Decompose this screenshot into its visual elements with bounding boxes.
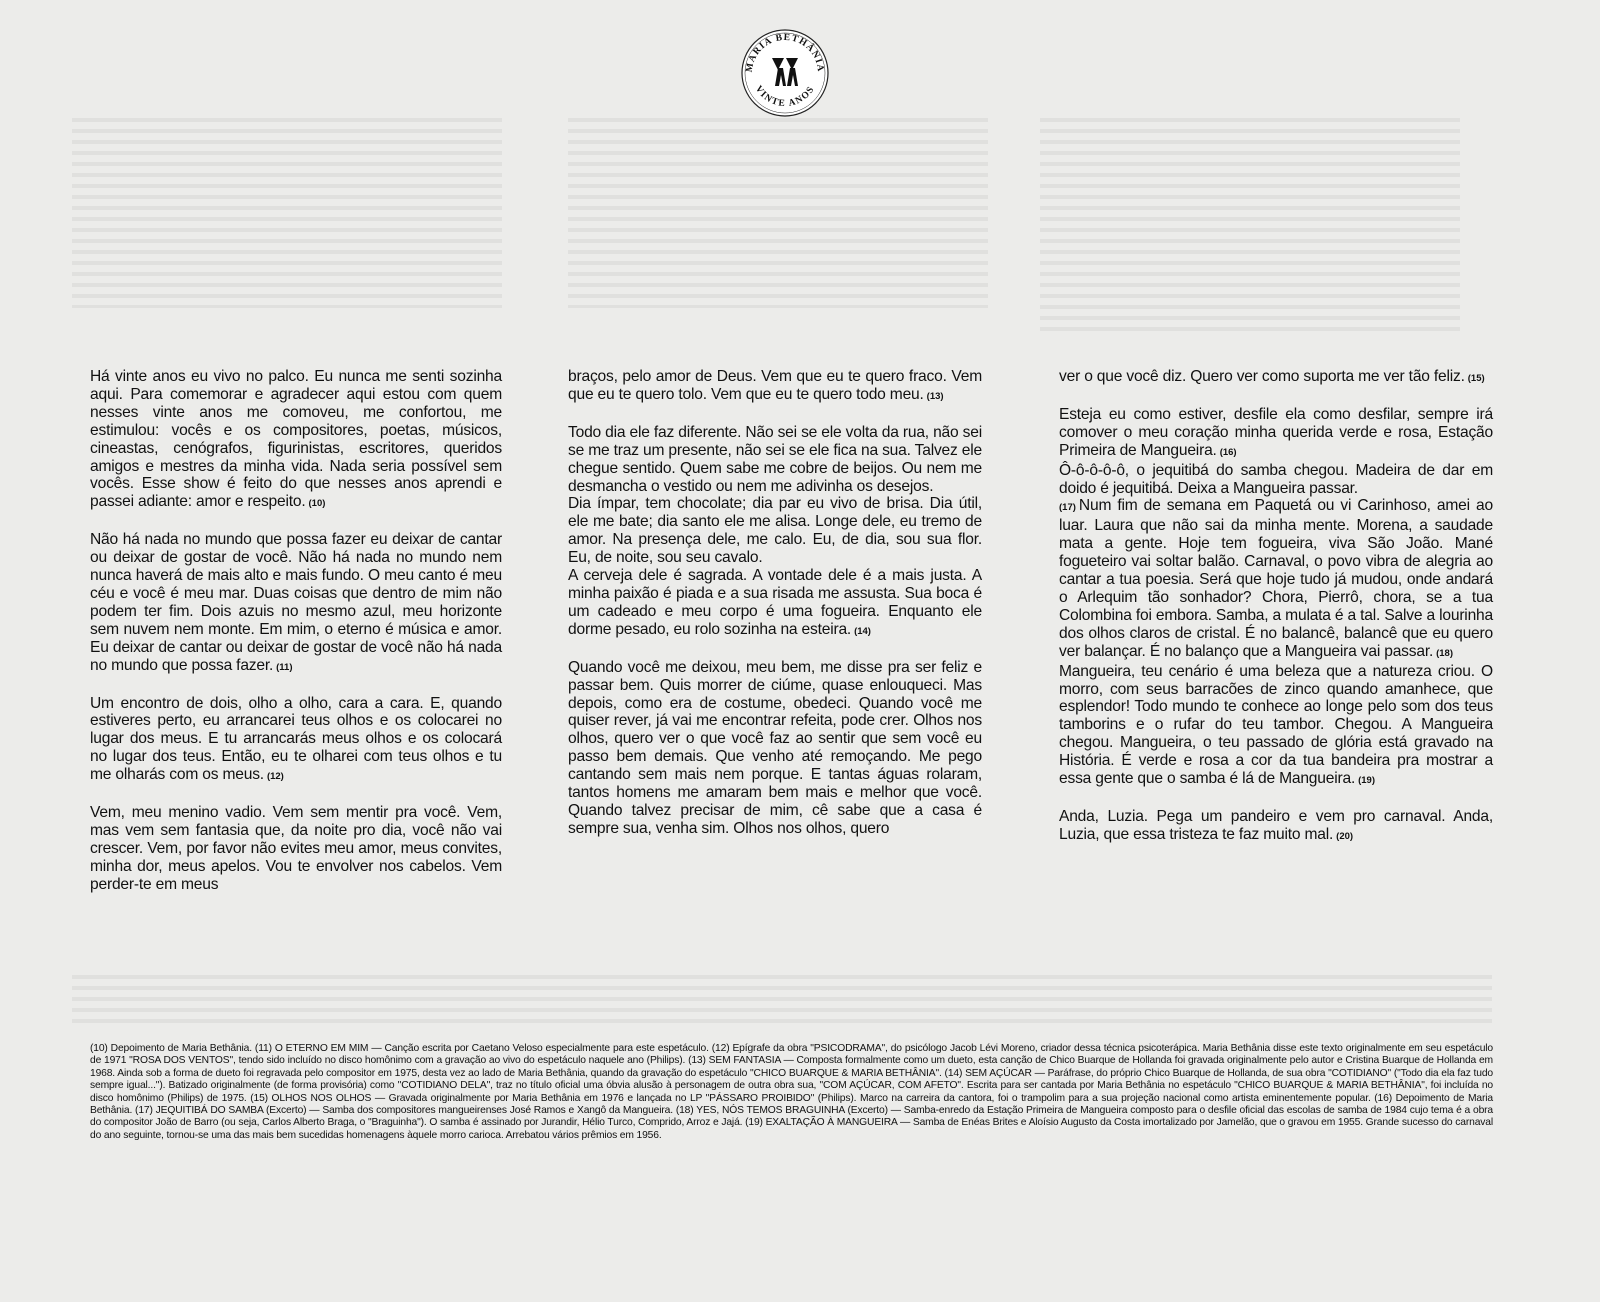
reference-number: (16) [1219, 446, 1237, 458]
reference-number: (13) [926, 390, 944, 402]
lyric-paragraph: Esteja eu como estiver, desfile ela como desfilar, sempre irá comover o meu coração minha querida verde e rosa, Estação Primeira de Mangueira. (16) [1059, 405, 1493, 459]
bleed-through-block [1040, 118, 1460, 338]
lyric-paragraph: Vem, meu menino vadio. Vem sem mentir pra você. Vem, mas vem sem fantasia que, da noite pro dia, você não vai crescer. Vem, por favor não evites meu amor, meus convites, minha dor, meus apelos. Vou te envolver nos cabelos. Vem perder-te em meus [90, 804, 502, 893]
reference-number: (14) [854, 625, 871, 637]
lyric-paragraph: Não há nada no mundo que possa fazer eu deixar de cantar ou deixar de gostar de você. Não há nada no mundo nem nunca haverá de mais alto e mais fundo. O meu canto é meu céu e você é meu mar. Duas coisas que dentro de mim não podem ter fim. Dois azuis no mesmo azul, meu horizonte sem nuvem nem monte. Em mim, o eterno é música e amor. Eu deixar de cantar ou deixar de gostar de você não há nada no mundo que possa fazer. (11) [90, 531, 502, 674]
text-column-2 [568, 368, 982, 856]
reference-number: (18) [1436, 647, 1454, 659]
reference-number: (11) [276, 661, 293, 673]
bleed-through-block [568, 118, 988, 308]
reference-number: (20) [1336, 830, 1354, 842]
lyric-paragraph: Um encontro de dois, olho a olho, cara a cara. E, quando estiveres perto, eu arrancarei teus olhos e os colocarei no lugar dos meus. E tu arrancarás meus olhos e os colocará no lugar dos teus. Então, eu te olharei com teus olhos e tu me olharás com os meus. (12) [90, 694, 502, 784]
lyric-paragraph: Há vinte anos eu vivo no palco. Eu nunca me senti sozinha aqui. Para comemorar e agradecer aqui estou com quem nesses vinte anos me comoveu, me confortou, me estimulou: vocês e os compositores, poetas, músicos, cineastas, cenógrafos, figurinistas, escritores, queridos amigos e mestres da minha vida. Nada seria possível sem vocês. Esse show é feito do que nesses anos aprendi e passei adiante: amor e respeito. (10) [90, 368, 502, 511]
lyric-paragraph: Mangueira, teu cenário é uma beleza que a natureza criou. O morro, com seus barracões de zinco quando amanhece, que esplendor! Todo mundo te conhece ao longe pelo som dos teus tamborins e o rufar do teu tambor. Chegou. A Mangueira chegou. Mangueira, o teu passado de glória está gravado na História. É verde e rosa a cor da tua bandeira pra mostrar a essa gente que o samba é lá de Mangueira. (19) [1059, 662, 1493, 788]
lyric-paragraph: Todo dia ele faz diferente. Não sei se ele volta da rua, não sei se me traz um presente, não sei se ele fica na sua. Talvez ele chegue sentido. Quem sabe me cobre de beijos. Ou nem me desmancha o vestido ou nem me adivinha os desejos. [568, 423, 982, 495]
svg-text:VINTE ANOS: VINTE ANOS [752, 84, 818, 110]
lyric-paragraph: A cerveja dele é sagrada. A vontade dele é a mais justa. A minha paixão é piada e a sua risada me assusta. Sua boca é um cadeado e meu corpo é uma fogueira. Enquanto ele dorme pesado, eu rolo sozinha na esteira. (14) [568, 567, 982, 638]
maria-bethania-seal [740, 28, 830, 118]
bleed-through-block [72, 118, 502, 308]
reference-number: (19) [1358, 775, 1375, 787]
text-column-1 [90, 368, 502, 912]
lyric-paragraph: Ô-ô-ô-ô-ô, o jequitibá do samba chegou. Madeira de dar em doido é jequitibá. Deixa a Mangueira passar. [1059, 461, 1493, 497]
text-column-3 [1059, 368, 1493, 864]
footnotes: (10) Depoimento de Maria Bethânia. (11) O ETERNO EM MIM — Canção escrita por Caetano Veloso especialmente para este espetáculo. (12) Epígrafe da obra "PSICODRAMA", do psicólogo Jacob Lévi Moreno, criador dessa técnica psicoterápica. Maria Bethânia disse este texto originalmente em seu espetáculo de 1971 "ROSA DOS VENTOS", tendo sido incluído no disco homônimo com a gravação ao vivo do espetáculo naquele ano (Philips). (13) SEM FANTASIA — Composta formalmente como um dueto, esta canção de Chico Buarque de Hollanda foi gravada originalmente pelo autor e Cristina Buarque de Hollanda em 1968. Ainda sob a forma de dueto foi regravada pelo compositor em 1975, desta vez ao lado de Maria Bethânia, quando da gravação do espetáculo "CHICO BUARQUE & MARIA BETHÂNIA". (14) SEM AÇÚCAR — Paráfrase, do próprio Chico Buarque de Hollanda, de sua obra "COTIDIANO" ("Todo dia ela faz tudo sempre igual..."). Batizado originalmente (de forma provisória) como "COTIDIANO DELA", traz no título oficial uma óbvia alusão à personagem de outra obra sua, "COM AÇÚCAR, COM AFETO". Escrita para ser cantada por Maria Bethânia no espetáculo "CHICO BUARQUE & MARIA BETHÂNIA", foi incluída no disco homônimo (Philips) de 1975. (15) OLHOS NOS OLHOS — Gravada originalmente por Maria Bethânia em 1976 e lançada no LP "PÁSSARO PROIBIDO" (Philips). Marco na carreira da cantora, foi o trampolim para a sua projeção nacional como artista eminentemente popular. (16) Depoimento de Maria Bethânia. (17) JEQUITIBÁ DO SAMBA (Excerto) — Samba dos compositores mangueirenses José Ramos e Xangô da Mangueira. (18) YES, NÓS TEMOS BRAGUINHA (Excerto) — Samba-enredo da Estação Primeira de Mangueira composto para o desfile oficial das escolas de samba de 1984 cujo tema é a obra do compositor João de Barro (ou seja, Carlos Alberto Braga, o "Braguinha"). O samba é assinado por Jurandir, Hélio Turco, Comprido, Arroz e Jajá. (19) EXALTAÇÃO À MANGUEIRA — Samba de Enéas Brites e Aloísio Augusto da Costa imortalizado por Jamelão, que o gravou em 1955. Grande sucesso do carnaval do ano seguinte, tornou-se uma das mais bem sucedidas homenagens àquele morro carioca. Arrebatou vários prêmios em 1956. [90, 1043, 1493, 1141]
reference-number: (17) [1059, 502, 1076, 514]
lyric-paragraph: Quando você me deixou, meu bem, me disse pra ser feliz e passar bem. Quis morrer de ciúme, quase enlouqueci. Mas depois, como era de costume, obedeci. Quando você me quiser rever, já vai me encontrar refeita, pode crer. Olhos nos olhos, quero ver o que você faz ao sentir que sem você eu passo bem demais. Que venho até remoçando. Me pego cantando sem mais nem porque. E tantas águas rolaram, tantos homens me amaram bem mais e melhor que você. Quando talvez precisar de mim, cê sabe que a casa é sempre sua, venha sim. Olhos nos olhos, quero [568, 658, 982, 837]
lyric-paragraph: Anda, Luzia. Pega um pandeiro e vem pro carnaval. Anda, Luzia, que essa tristeza te faz muito mal. (20) [1059, 807, 1493, 843]
reference-number: (15) [1467, 373, 1485, 384]
svg-text:MARIA BETHÂNIA: MARIA BETHÂNIA [744, 32, 826, 74]
lyric-paragraph: Dia ímpar, tem chocolate; dia par eu vivo de brisa. Dia útil, ele me bate; dia santo ele me alisa. Longe dele, eu tremo de amor. Na presença dele, me calo. Eu, de dia, sou sua flor. Eu, de noite, sou seu cavalo. [568, 495, 982, 567]
bleed-through-block [72, 975, 1492, 1025]
lyric-paragraph: (17) Num fim de semana em Paquetá ou vi Carinhoso, amei ao luar. Laura que não sai da minha mente. Morena, a saudade mata a gente. Hoje tem fogueira, viva São João. Mané fogueteiro vai soltar balão. Carnaval, o povo vibra de alegria ao cantar a tua poesia. Será que hoje tudo já mudou, onde andará o Arlequim tão sonhador? Chora, Pierrô, chora, se a tua Colombina foi embora. Samba, a mulata é a tal. Salve a lourinha dos olhos claros de cristal. É no balancê, balancê que eu quero ver balançar. É no balanço que a Mangueira vai passar. (18) [1059, 497, 1493, 660]
lyric-paragraph: ver o que você diz. Quero ver como suporta me ver tão feliz. (15) [1059, 368, 1485, 385]
reference-number: (12) [266, 771, 284, 783]
reference-number: (10) [308, 498, 326, 510]
lyric-paragraph: braços, pelo amor de Deus. Vem que eu te quero fraco. Vem que eu te quero tolo. Vem que eu te quero todo meu. (13) [568, 368, 982, 403]
